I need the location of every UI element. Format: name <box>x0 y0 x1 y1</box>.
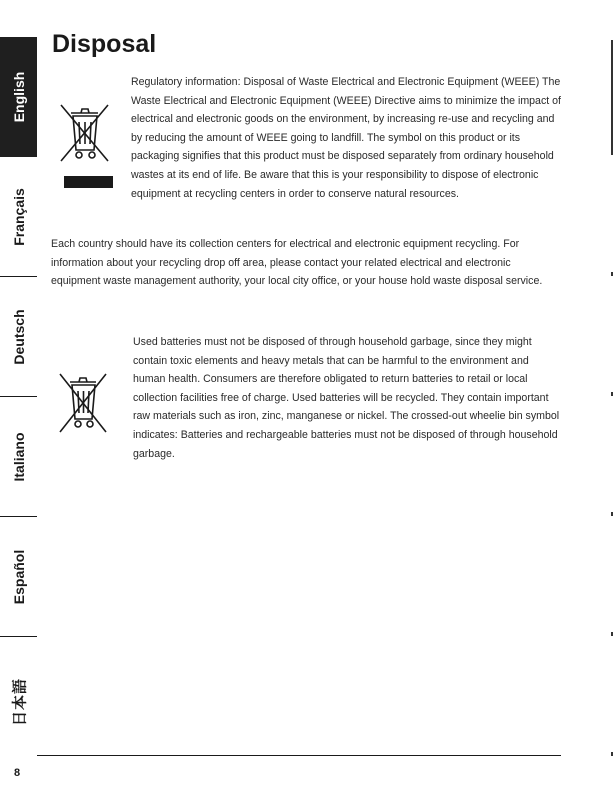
black-bar-symbol <box>64 176 113 188</box>
tab-label: 日本語 <box>11 677 28 727</box>
tab-label: Français <box>10 187 27 246</box>
weee-paragraph: Regulatory information: Disposal of Waste Electrical and Electronic Equipment (WEEE) The Waste Electrical and Electronic Equipment (WEEE) Directive aims to minimize the impact of electrical and electronic goods on the environment, by increasing re-use and recycling and by reducing the amount of WEEE going to landfill. The symbol on this product or its packaging signifies that this product must be disposed separately from ordinary household wastes at its end of life. Be aware that this is your responsibility to dispose of electronic equipment at recycling centers in order to conserve natural resources. <box>131 76 561 200</box>
collection-centers-paragraph: Each country should have its collection centers for electrical and electronic equipment recycling. For information about your recycling drop off area, please contact your related electrical and electronic equipment waste management authority, your local city office, or your house hold waste disposal service. <box>51 238 543 288</box>
tab-italiano[interactable] <box>0 397 37 517</box>
tab-label: Deutsch <box>10 308 27 365</box>
tab-label: English <box>10 71 27 122</box>
tab-espanol[interactable] <box>0 517 37 637</box>
tab-label: Español <box>10 549 27 604</box>
language-sidebar <box>0 37 37 767</box>
crossed-out-wheelie-bin-icon <box>57 101 112 165</box>
tab-label: Italiano <box>10 431 27 482</box>
batteries-paragraph: Used batteries must not be disposed of through household garbage, since they might contain toxic elements and heavy metals that can be harmful to the environment and human health. Consumers are therefore obligated to return batteries to retail or local collection facilities free of charge. Used batteries will be recycled. They contain important raw materials such as iron, zinc, manganese or nickel. The crossed-out wheelie bin symbol indicates: Batteries and rechargeable batteries must not be disposed of through household garbage. <box>133 336 560 460</box>
page-title: Disposal <box>52 30 157 58</box>
page-number: 8 <box>14 767 21 779</box>
tab-japanese[interactable] <box>0 637 37 767</box>
tab-english[interactable] <box>0 37 37 157</box>
crossed-out-wheelie-bin-icon <box>57 372 109 436</box>
tab-francais[interactable] <box>0 157 37 277</box>
footer-rule <box>37 755 561 756</box>
tab-deutsch[interactable] <box>0 277 37 397</box>
